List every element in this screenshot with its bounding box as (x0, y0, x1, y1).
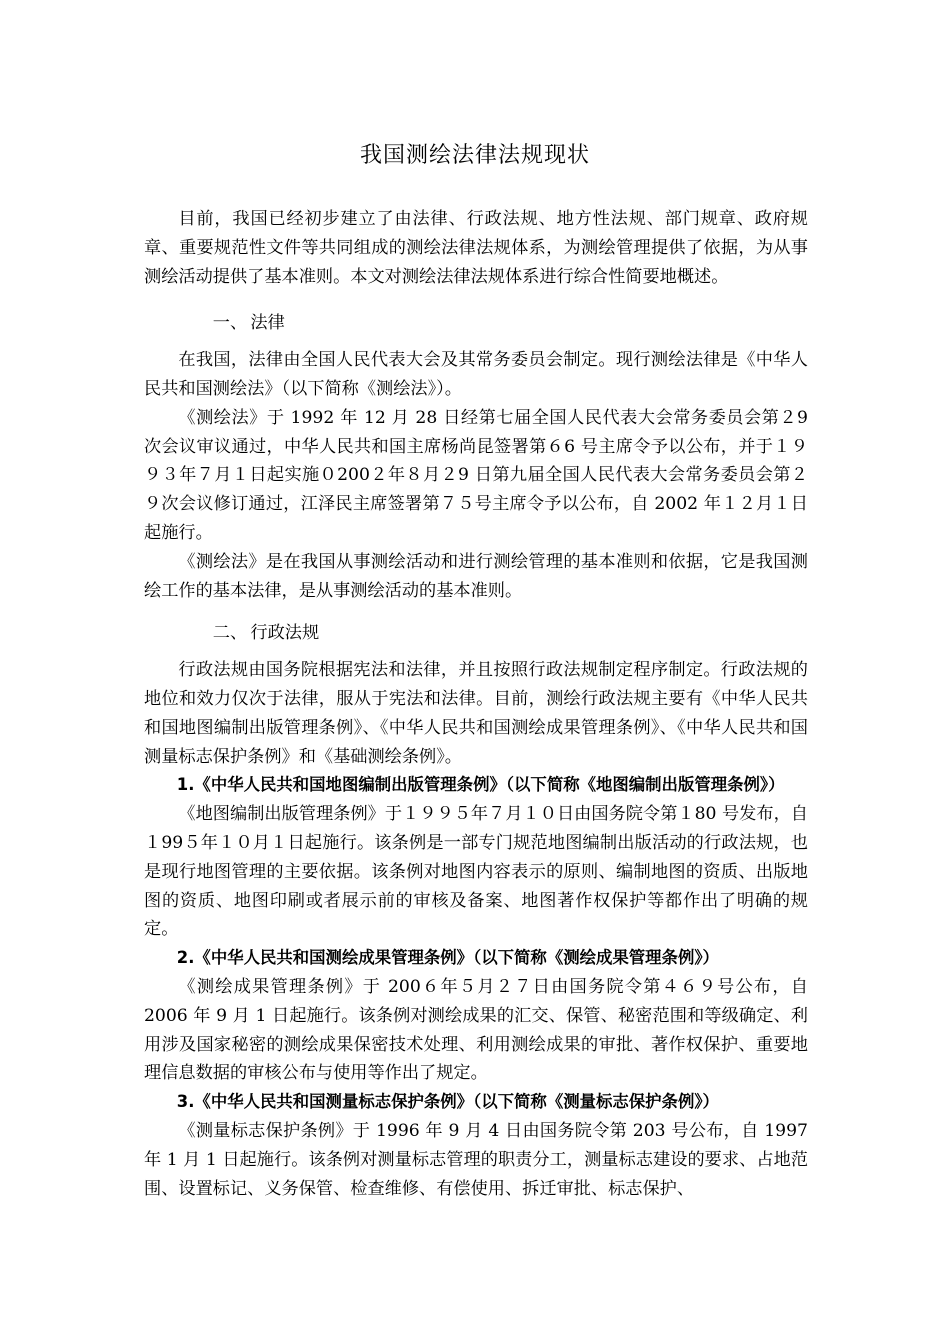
law-paragraph-2: 《测绘法》于 1992 年 12 月 28 日经第七届全国人民代表大会常务委员会第２9 次会议审议通过，中华人民共和国主席杨尚昆签署第６6 号主席令予以公布，并于１９９３年７月１日起实施０200２年８月２9 日第九届全国人民代表大会常务委员会第２９次会议修订通过，江泽民主席签署第７５号主席令予以公布，自 2002 年１２月１日起施行。 (144, 407, 808, 543)
title-text: 我国测绘法律法规现状 (359, 143, 590, 168)
intro-paragraph: 目前，我国已经初步建立了由法律、行政法规、地方性法规、部门规章、政府规章、重要规范性文件等共同组成的测绘法律法规体系，为测绘管理提供了依据，为从事测绘活动提供了基本准则。本文对测绘法律法规体系进行综合性简要地概述。 (144, 209, 808, 287)
document-body (144, 205, 808, 1203)
item2-paragraph: 《测绘成果管理条例》于 200６年５月２７日由国务院令第４６９号公布，自 2006 年 9 月 1 日起施行。该条例对测绘成果的汇交、保管、秘密范围和等级确定、利用涉及国家秘密的测绘成果保密技术处理、利用测绘成果的审批、著作权保护、重要地理信息数据的审核公布与使用等作出了规定。 (144, 976, 808, 1084)
item1-heading: 1.《中华人民共和国地图编制出版管理条例》（以下简称《地图编制出版管理条例》） (176, 775, 785, 795)
section-heading-law (144, 309, 808, 338)
document-title (0, 141, 950, 171)
law-paragraph-1: 在我国，法律由全国人民代表大会及其常务委员会制定。现行测绘法律是《中华人民共和国测绘法》（以下简称《测绘法》）。 (144, 350, 808, 399)
section-title: 法律 (250, 313, 285, 334)
law-paragraph-3: 《测绘法》是在我国从事测绘活动和进行测绘管理的基本准则和依据，它是我国测绘工作的基本法律，是从事测绘活动的基本准则。 (144, 551, 808, 601)
item1-paragraph: 《地图编制出版管理条例》于１９９５年７月１０日由国务院令第１80 号发布，自１99５年１０月１日起施行。该条例是一部专门规范地图编制出版活动的行政法规，也是现行地图管理的主要依据。该条例对地图内容表示的原则、编制地图的资质、出版地图的资质、地图印刷或者展示前的审核及备案、地图著作权保护等都作出了明确的规定。 (144, 804, 808, 940)
item2-heading: 2.《中华人民共和国测绘成果管理条例》（以下简称《测绘成果管理条例》） (176, 948, 719, 968)
item3-paragraph: 《测量标志保护条例》于 1996 年 9 月 4 日由国务院令第 203 号公布，自 1997 年 1 月 1 日起施行。该条例对测量标志管理的职责分工，测量标志建设的要求、占地范围、设置标记、义务保管、检查维修、有偿使用、拆迁审批、标志保护、 (144, 1120, 808, 1199)
section-number: 一、 (212, 313, 248, 334)
item3-heading: 3.《中华人民共和国测量标志保护条例》（以下简称《测量标志保护条例》） (176, 1092, 719, 1112)
section-number: 二、 (212, 623, 248, 644)
regulations-paragraph: 行政法规由国务院根据宪法和法律，并且按照行政法规制定程序制定。行政法规的地位和效力仅次于法律，服从于宪法和法律。目前，测绘行政法规主要有《中华人民共和国地图编制出版管理条例》、《中华人民共和国测绘成果管理条例》、《中华人民共和国测量标志保护条例》和《基础测绘条例》。 (144, 660, 808, 767)
section-heading-regulations (144, 619, 808, 648)
section-title: 行政法规 (250, 623, 320, 644)
